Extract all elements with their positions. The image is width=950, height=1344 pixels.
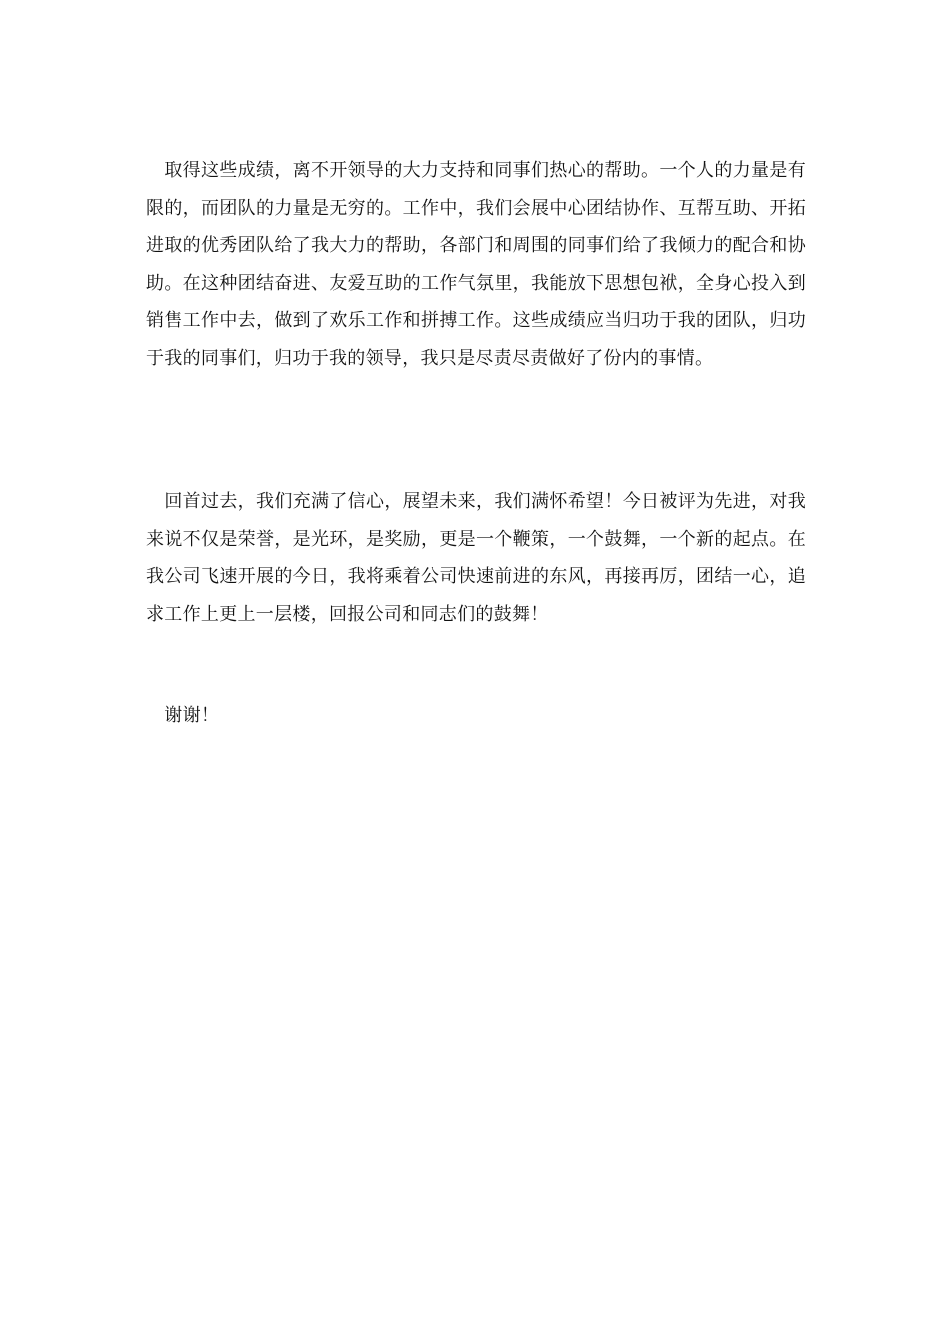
body-paragraph-outlook: 回首过去，我们充满了信心，展望未来，我们满怀希望！今日被评为先进，对我来说不仅是荣誉，是光环，是奖励，更是一个鞭策，一个鼓舞，一个新的起点。在我公司飞速开展的今日，我将乘着公司快速前进的东风，再接再厉，团结一心，追求工作上更上一层楼，回报公司和同志们的鼓舞！ bbox=[146, 491, 806, 625]
body-paragraph-achievements: 取得这些成绩，离不开领导的大力支持和同事们热心的帮助。一个人的力量是有限的，而团队的力量是无穷的。工作中，我们会展中心团结协作、互帮互助、开拓进取的优秀团队给了我大力的帮助，各部门和周围的同事们给了我倾力的配合和协助。在这种团结奋进、友爱互助的工作气氛里，我能放下思想包袱，全身心投入到销售工作中去，做到了欢乐工作和拼搏工作。这些成绩应当归功于我的团队，归功于我的同事们，归功于我的领导，我只是尽责尽责做好了份内的事情。 bbox=[146, 160, 806, 369]
closing-thanks: 谢谢！ bbox=[146, 705, 220, 726]
